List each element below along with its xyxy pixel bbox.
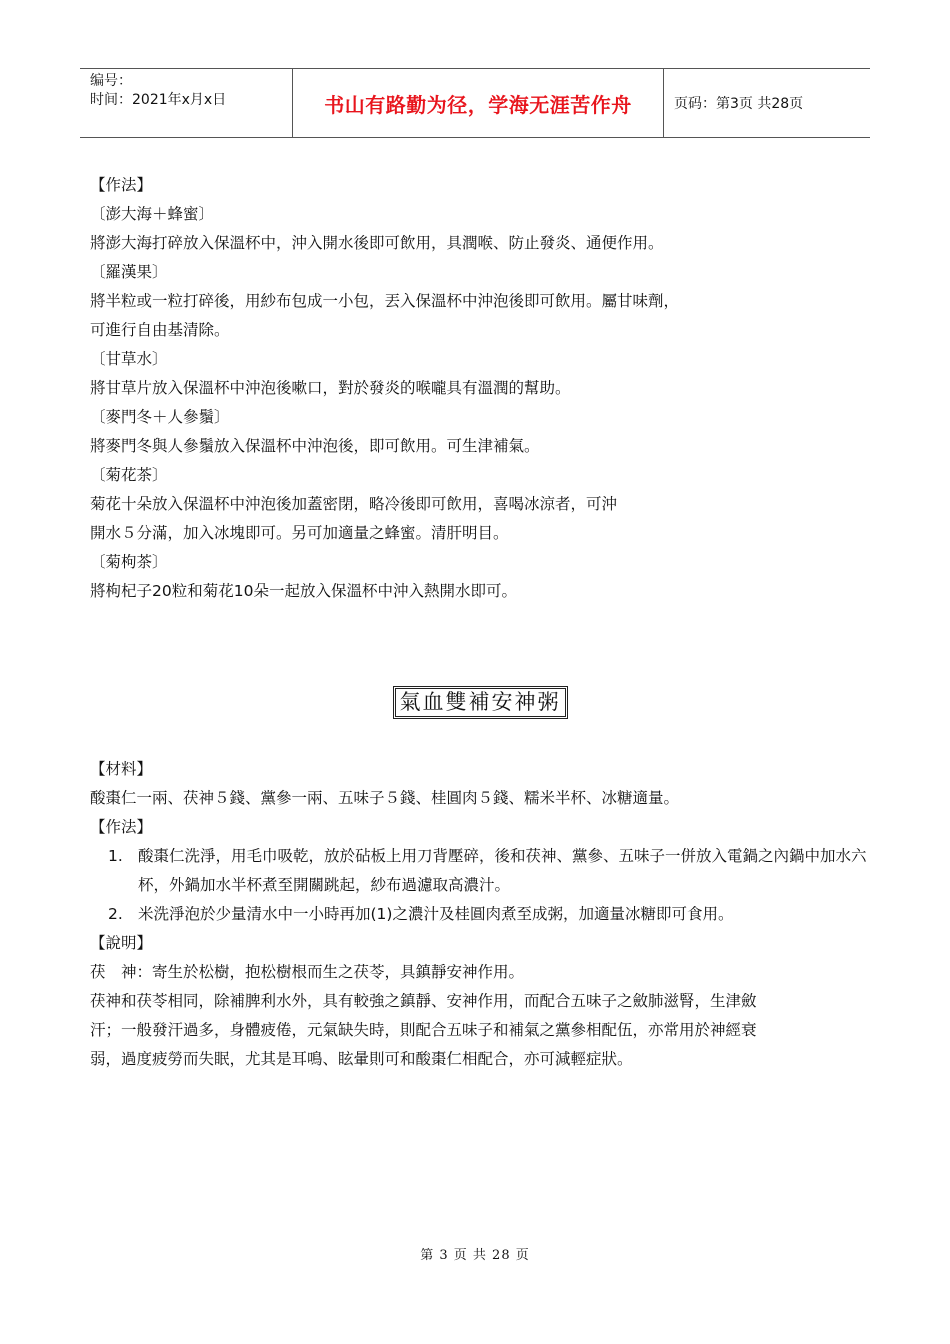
method-heading: 【作法】 [90, 176, 153, 194]
materials-text: 酸棗仁一兩、茯神５錢、黨參一兩、五味子５錢、桂圓肉５錢、糯米半杯、冰糖適量。 [90, 789, 680, 807]
explain-line: 茯 神：寄生於松樹，抱松樹根而生之茯苓，具鎮靜安神作用。 [90, 963, 525, 981]
item-name: 〔羅漢果〕 [90, 263, 168, 281]
item-text: 將半粒或一粒打碎後，用紗布包成一小包，丟入保溫杯中沖泡後即可飲用。屬甘味劑， [90, 292, 680, 310]
item-text: 將甘草片放入保溫杯中沖泡後嗽口，對於發炎的喉嚨具有溫潤的幫助。 [90, 379, 571, 397]
item-name: 〔菊花茶〕 [90, 466, 168, 484]
explain-line: 汗；一般發汗過多，身體疲倦，元氣缺失時，則配合五味子和補氣之黨參相配伍，亦常用於神經衰 [90, 1021, 757, 1039]
item-name: 〔澎大海＋蜂蜜〕 [90, 205, 215, 223]
item-text: 可進行自由基清除。 [90, 321, 230, 339]
method-heading-2: 【作法】 [90, 818, 153, 836]
date-label: 时间：2021年x月x日 [90, 92, 227, 108]
recipe-title: 氣血雙補安神粥 [393, 686, 568, 719]
item-name: 〔麥門冬＋人參鬚〕 [90, 408, 230, 426]
spacer [90, 606, 870, 686]
item-text: 開水５分滿，加入冰塊即可。另可加適量之蜂蜜。清肝明目。 [90, 524, 509, 542]
step-item [108, 842, 870, 900]
item-text: 將麥門冬與人參鬚放入保溫杯中沖泡後，即可飲用。可生津補氣。 [90, 437, 540, 455]
explain-line: 茯神和茯苓相同，除補脾利水外，具有較強之鎮靜、安神作用，而配合五味子之斂肺滋腎，生津斂 [90, 992, 757, 1010]
header-page-info: 页码：第3页 共28页 [674, 96, 804, 112]
page-header [80, 68, 870, 138]
document-body [90, 171, 870, 1074]
number-label: 编号： [90, 73, 132, 89]
explain-line: 弱，過度疲勞而失眠，尤其是耳鳴、眩暈則可和酸棗仁相配合，亦可減輕症狀。 [90, 1050, 633, 1068]
step-number: 1. [108, 847, 123, 865]
materials-heading: 【材料】 [90, 760, 153, 778]
header-motto: 书山有路勤为径，学海无涯苦作舟 [293, 69, 664, 137]
step-text: 米洗淨泡於少量清水中一小時再加(1)之濃汁及桂圓肉煮至成粥，加適量冰糖即可食用。 [138, 905, 734, 923]
step-number: 2. [108, 905, 123, 923]
explain-heading: 【說明】 [90, 934, 153, 952]
step-item [108, 900, 870, 929]
item-name: 〔甘草水〕 [90, 350, 168, 368]
step-text: 酸棗仁洗淨，用毛巾吸乾，放於砧板上用刀背壓碎，後和茯神、黨參、五味子一併放入電鍋之內鍋中加水六杯，外鍋加水半杯煮至開關跳起，紗布過濾取高濃汁。 [138, 847, 867, 894]
item-text: 將澎大海打碎放入保溫杯中，沖入開水後即可飲用，具潤喉、防止發炎、通便作用。 [90, 234, 664, 252]
item-text: 菊花十朵放入保溫杯中沖泡後加蓋密閉，略冷後即可飲用，喜喝冰涼者，可沖 [90, 495, 618, 513]
item-name: 〔菊枸茶〕 [90, 553, 168, 571]
page-footer: 第 3 页 共 28 页 [420, 1248, 530, 1263]
header-meta [80, 69, 293, 137]
recipe-title-wrap [90, 686, 870, 719]
item-text: 將枸杞子20粒和菊花10朵一起放入保溫杯中沖入熱開水即可。 [90, 582, 517, 600]
